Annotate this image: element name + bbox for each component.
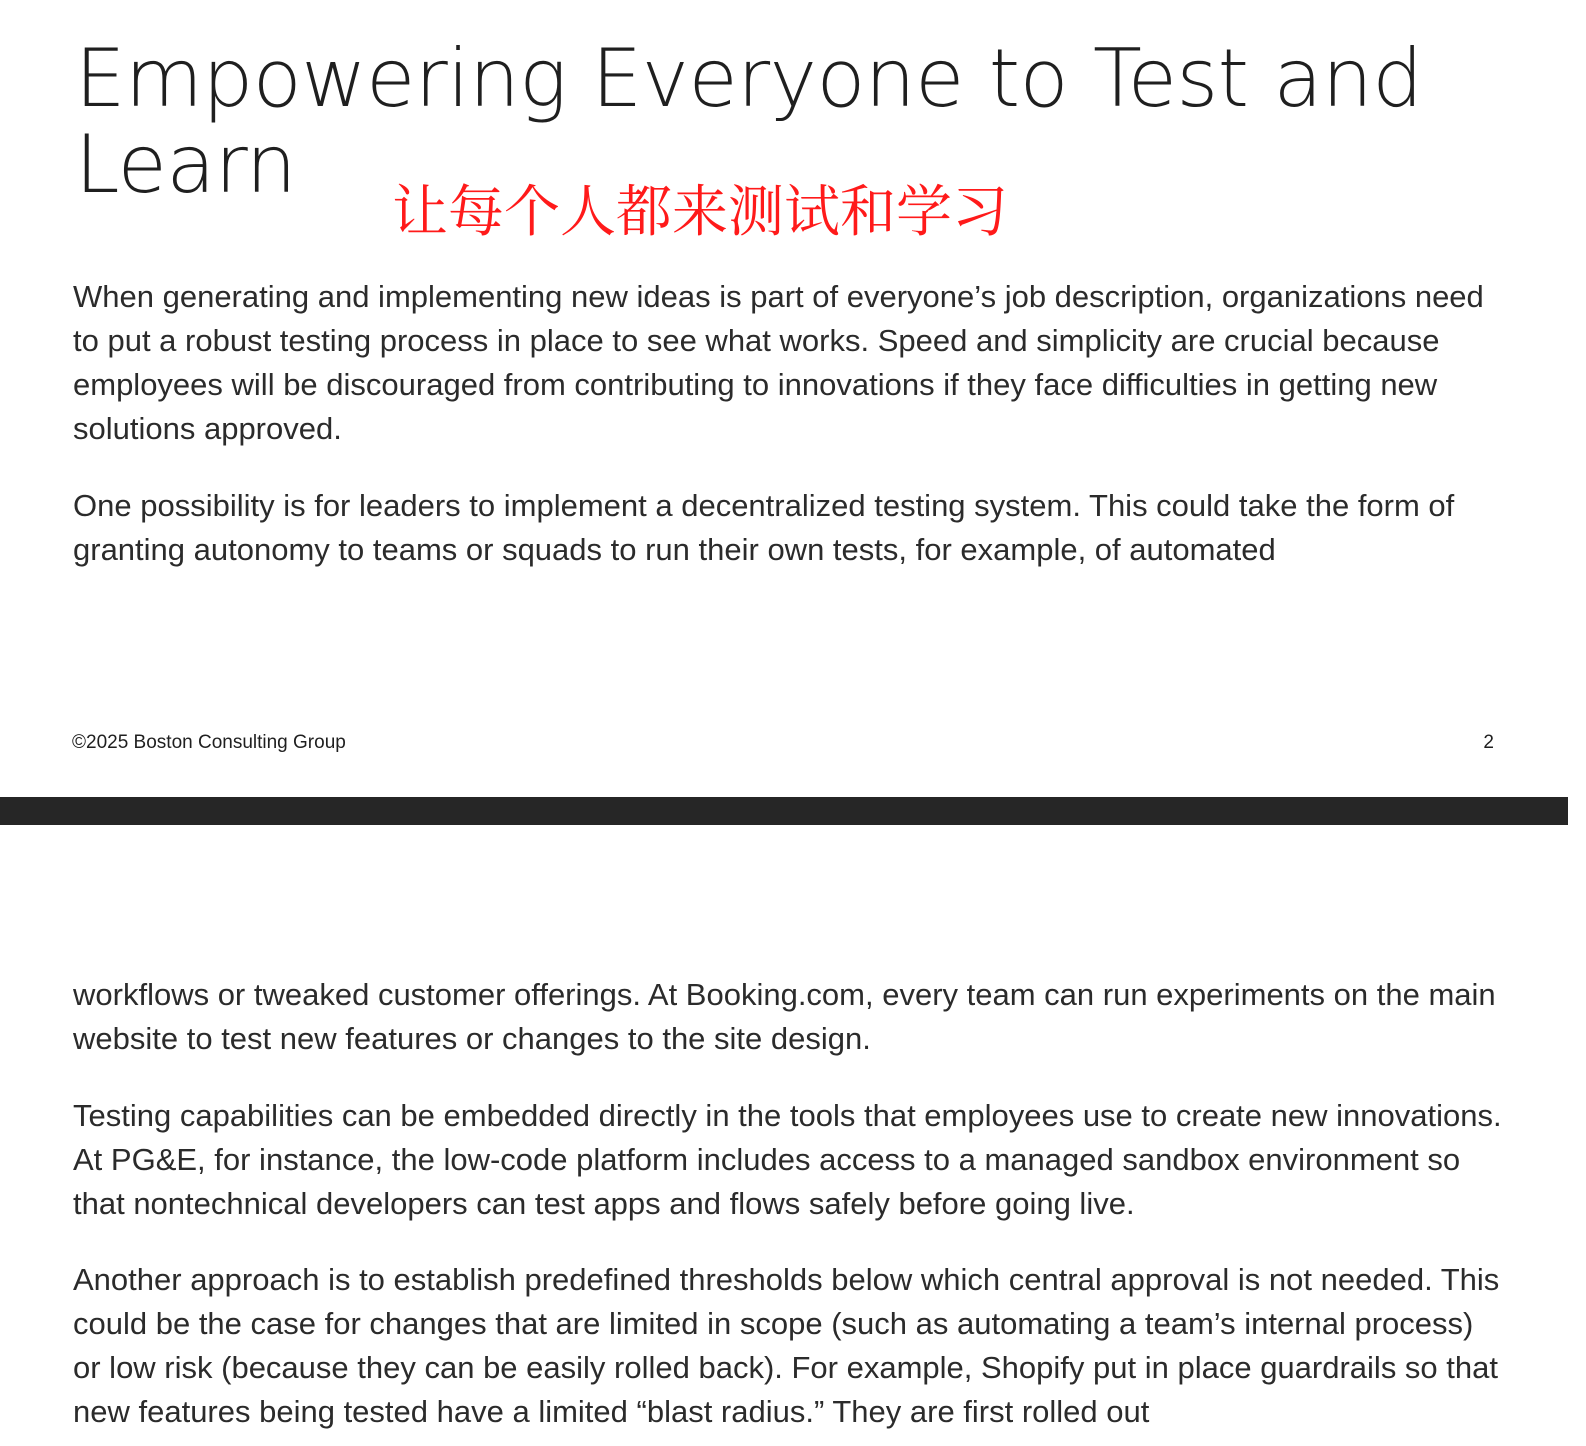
body-paragraph: Testing capabilities can be embedded directly in the tools that employees use to create new innovations. At PG&E, for instance, the low-code platform includes access to a managed sandbox environment so that nontechnical developers can test apps and flows safely before going live. xyxy=(73,1098,1502,1221)
body-paragraph: One possibility is for leaders to implement a decentralized testing system. This could take the form of granting autonomy to teams or squads to run their own tests, for example, of automated xyxy=(73,488,1455,567)
body-paragraph: workflows or tweaked customer offerings. At Booking.com, every team can run experiments on the main website to test new features or changes to the site design. xyxy=(73,977,1496,1056)
body-paragraph: Another approach is to establish predefined thresholds below which central approval is not needed. This could be the case for changes that are limited in scope (such as automating a team’s internal process) or low risk (because they can be easily rolled back). For example, Shopify put in place guardrails so that new features being tested have a limited “blast radius.” They are first rolled out xyxy=(73,1262,1500,1429)
footer-copyright: ©2025 Boston Consulting Group xyxy=(72,732,346,753)
page-title: Empowering Everyone to Test and Learn xyxy=(75,32,1423,211)
page-number: 2 xyxy=(1483,732,1494,753)
body-paragraph: When generating and implementing new ideas is part of everyone’s job description, organizations need to put a robust testing process in place to see what works. Speed and simplicity are crucial because employees will be discouraged from contributing to innovations if they face difficulties in getting new solutions approved. xyxy=(73,279,1484,446)
viewer-right-edge xyxy=(1568,0,1586,1446)
page-separator xyxy=(0,797,1568,825)
chinese-annotation: 让每个人都来测试和学习 xyxy=(392,180,1008,245)
